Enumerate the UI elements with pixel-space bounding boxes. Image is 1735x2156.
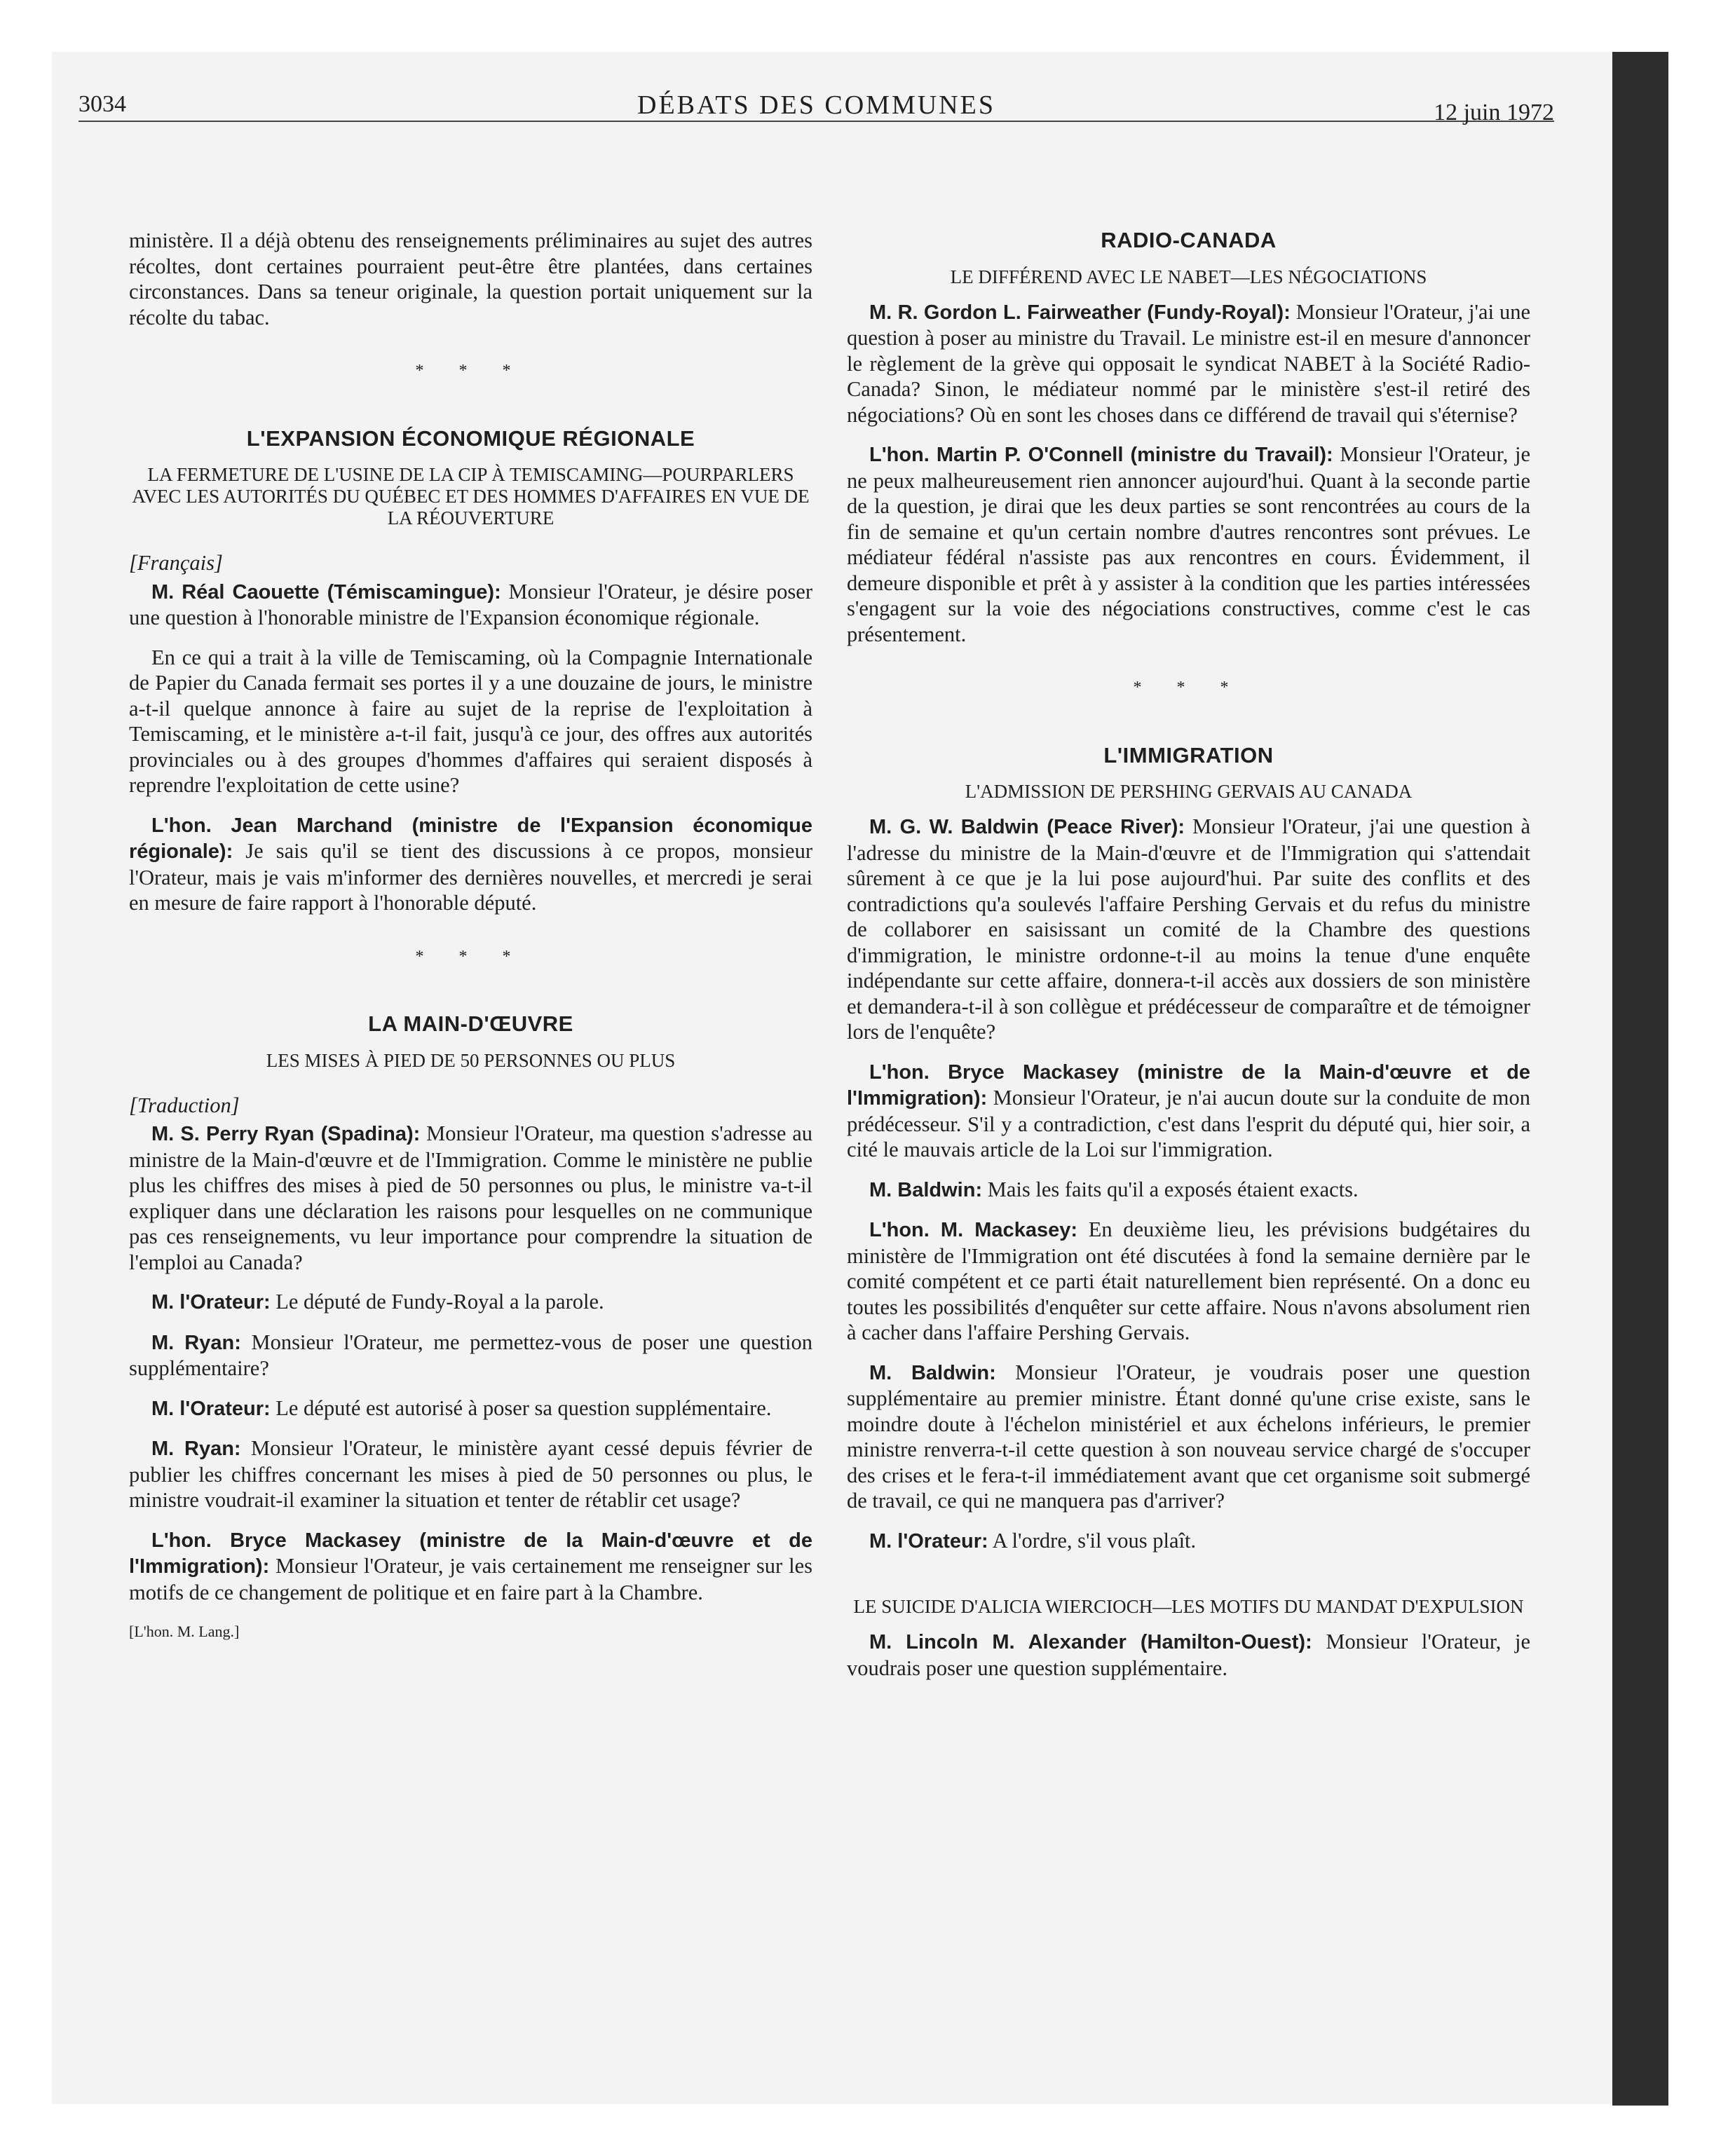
- paragraph: [129, 1435, 812, 1513]
- speech-text: Monsieur l'Orateur, j'ai une question à poser au ministre du Travail. Le ministre est-il en mesure d'annoncer le règlement de la grève qui opposait le syndicat NABET à la Société Radio-Canada? Sinon, le médiateur nommé par le ministère s'est-il retiré des négociations? Où en sont les choses dans ce différend de travail qui s'éternise?: [847, 299, 1531, 427]
- section-separator: * * *: [415, 362, 526, 380]
- speech-text: En deuxième lieu, les prévisions budgétaires du ministère de l'Immigration ont été discutées à fond la semaine dernière par le comité compétent et ce parti était naturellement bien représenté. On a donc eu toutes les possibilités d'enquêter sur cette affaire. Nous n'avons absolument rien à cacher dans l'affaire Pershing Gervais.: [847, 1217, 1530, 1344]
- paragraph: [847, 1360, 1530, 1514]
- section-subheading: L'ADMISSION DE PERSHING GERVAIS AU CANADA: [965, 781, 1413, 802]
- section-heading: RADIO-CANADA: [1101, 228, 1277, 252]
- paragraph: [847, 1177, 1530, 1203]
- speaker-name: L'hon. M. Mackasey:: [869, 1219, 1077, 1241]
- right-column: [847, 228, 1530, 1695]
- section-subheading: LES MISES À PIED DE 50 PERSONNES OU PLUS: [266, 1049, 676, 1071]
- speech-text: Monsieur l'Orateur, ma question s'adresse au ministre de la Main-d'œuvre et de l'Immigration. Comme le ministère ne publie plus les chiffres des mises à pied de 50 personnes ou plus, le ministre va-t-il expliquer dans une déclaration les raisons pour lesquelles on ne communique pas ces renseignements, vu leur importance pour comprendre la situation de l'emploi au Canada?: [129, 1121, 812, 1274]
- speaker-name: M. R. Gordon L. Fairweather (Fundy-Royal):: [869, 301, 1291, 324]
- speaker-name: M. l'Orateur:: [869, 1529, 988, 1553]
- speech-text: Monsieur l'Orateur, je désire poser une question à l'honorable ministre de l'Expansion économique régionale.: [129, 579, 812, 629]
- scan-edge: [1612, 52, 1668, 2106]
- speaker-name: M. Baldwin:: [869, 1178, 983, 1201]
- paragraph: [129, 1527, 812, 1606]
- section-subheading: LE SUICIDE D'ALICIA WIERCIOCH—LES MOTIFS DU MANDAT D'EXPULSION: [853, 1596, 1524, 1617]
- section-subheading: LE DIFFÉREND AVEC LE NABET—LES NÉGOCIATIONS: [950, 266, 1427, 287]
- speech-text: Monsieur l'Orateur, me permettez-vous de poser une question supplémentaire?: [129, 1330, 812, 1380]
- section-subheading: LA FERMETURE DE L'USINE DE LA CIP À TEMISCAMING—POURPARLERS AVEC LES AUTORITÉS DU QUÉBEC ET DES HOMMES D'AFFAIRES EN VUE DE LA RÉOUVERTURE: [132, 464, 810, 528]
- paragraph: [847, 299, 1530, 428]
- paragraph: [847, 1629, 1530, 1681]
- speaker-name: M. l'Orateur:: [151, 1291, 271, 1314]
- spacer: [847, 1568, 1530, 1596]
- speech-text: Monsieur l'Orateur, j'ai une question à l'adresse du ministre de la Main-d'œuvre et de l'Immigration qui s'attendait sûrement à ce que je la lui pose aujourd'hui. Par suite des conflits et des contradictions qu'a soulevés l'affaire Pershing Gervais et du refus du ministre de collaborer en saisissant un comité de la Chambre des questions d'immigration, le ministre ordonne-t-il au moins la tenue d'une enquête indépendante sur cette affaire, donnera-t-il accès aux dossiers de son ministère et demandera-t-il à son collègue et prédécesseur de comparaître et de témoigner lors de l'enquête?: [847, 814, 1530, 1044]
- paragraph: [847, 442, 1530, 647]
- running-header: [79, 84, 1554, 125]
- speech-text: A l'ordre, s'il vous plaît.: [988, 1528, 1197, 1553]
- speech-text: Monsieur l'Orateur, je n'ai aucun doute sur la conduite de mon prédécesseur. S'il y a contradiction, c'est dans l'esprit du député qui, hier soir, a cité le mauvais article de la Loi sur l'immigration.: [847, 1086, 1530, 1161]
- speaker-name: M. Lincoln M. Alexander (Hamilton-Ouest):: [869, 1631, 1312, 1653]
- left-column: [129, 228, 812, 1645]
- language-marker: [Traduction]: [129, 1093, 240, 1117]
- paragraph: [129, 812, 812, 916]
- speech-text: Le député est autorisé à poser sa question supplémentaire.: [270, 1396, 772, 1420]
- speaker-name: M. Baldwin:: [869, 1361, 996, 1384]
- page-number: 3034: [79, 91, 126, 117]
- section-heading: L'IMMIGRATION: [1103, 742, 1274, 767]
- paragraph: En ce qui a trait à la ville de Temiscaming, où la Compagnie Internationale de Papier du Canada fermait ses portes il y a une douzaine de jours, le ministre a-t-il quelque annonce à faire au sujet de la reprise de l'exploitation à Temiscaming, et le ministère a-t-il fait, jusqu'à ce jour, des offres aux autorités provinciales ou à des groupes d'hommes d'affaires qui seraient disposés à reprendre l'exploitation de cette usine?: [129, 645, 812, 797]
- publication-title: DÉBATS DES COMMUNES: [637, 90, 995, 120]
- speech-text: Je sais qu'il se tient des discussions à ce propos, monsieur l'Orateur, mais je vais m'informer des dernières nouvelles, et mercredi je serai en mesure de faire rapport à l'honorable député.: [129, 839, 812, 915]
- speech-text: Le député de Fundy-Royal a la parole.: [270, 1290, 604, 1314]
- speaker-name: M. Ryan:: [151, 1331, 241, 1354]
- section-heading: LA MAIN-D'ŒUVRE: [368, 1011, 573, 1036]
- section-separator: * * *: [1133, 678, 1244, 697]
- paragraph: [129, 1289, 812, 1316]
- paragraph: [847, 1059, 1530, 1163]
- speech-text: Monsieur l'Orateur, je voudrais poser une question supplémentaire au premier ministre. Étant donné qu'une crise existe, sans le moindre doute à l'échelon ministériel et aux échelons inférieurs, le premier ministre renverra-t-il cette question à son nouveau service chargé de s'occuper des crises et le fera-t-il immédiatement avant que cet organisme soit submergé de travail, ce qui ne manquera pas d'arriver?: [847, 1360, 1531, 1513]
- speaker-name: M. Réal Caouette (Témiscamingue):: [151, 580, 501, 603]
- paragraph: [129, 1396, 812, 1422]
- speech-text: Monsieur l'Orateur, je vais certainement me renseigner sur les motifs de ce changement de politique et en faire part à la Chambre.: [129, 1554, 812, 1604]
- speaker-name: M. Ryan:: [151, 1438, 241, 1460]
- speaker-name: M. G. W. Baldwin (Peace River):: [869, 816, 1185, 838]
- speech-text: Monsieur l'Orateur, le ministère ayant cessé depuis février de publier les chiffres concernant les mises à pied de 50 personnes ou plus, le ministre voudrait-il examiner la situation et tenter de rétablir cet usage?: [129, 1436, 813, 1512]
- paragraph: [129, 1121, 812, 1275]
- speaker-name: M. l'Orateur:: [151, 1397, 271, 1420]
- speech-text: Mais les faits qu'il a exposés étaient exacts.: [982, 1177, 1359, 1201]
- speaker-name: L'hon. Martin P. O'Connell (ministre du Travail):: [869, 444, 1333, 466]
- language-marker: [Français]: [129, 551, 223, 575]
- speaker-name: L'hon. Bryce Mackasey (ministre de la Main-d'œuvre et de l'Immigration):: [129, 1529, 812, 1578]
- section-heading: L'EXPANSION ÉCONOMIQUE RÉGIONALE: [246, 425, 695, 451]
- paragraph: [847, 1528, 1530, 1555]
- footnote: [L'hon. M. Lang.]: [129, 1623, 240, 1640]
- paragraph: [129, 1330, 812, 1381]
- paragraph: [129, 579, 812, 631]
- paragraph: [847, 1217, 1530, 1346]
- speech-text: Monsieur l'Orateur, je ne peux malheureusement rien annoncer aujourd'hui. Quant à la seconde partie de la question, je dirai que les deux parties se sont rencontrées au cours de la fin de semaine et qu'un certain nombre d'autres rencontres sont prévues. Le médiateur fédéral n'assiste pas aux rencontres en cours. Évidemment, il demeure disponible et prêt à y assister à la condition que les parties intéressées s'engagent sur la voie des négociations constructives, comme c'est le cas présentement.: [847, 442, 1530, 646]
- header-date: 12 juin 1972: [1434, 100, 1554, 125]
- section-separator: * * *: [415, 947, 526, 966]
- speech-text: Monsieur l'Orateur, je voudrais poser une question supplémentaire.: [847, 1630, 1530, 1680]
- paragraph: [847, 814, 1530, 1045]
- speaker-name: M. S. Perry Ryan (Spadina):: [151, 1123, 421, 1145]
- paragraph: ministère. Il a déjà obtenu des renseignements préliminaires au sujet des autres récoltes, dont certaines pourraient peut-être être plantées, dans certaines circonstances. Dans sa teneur originale, la question portait uniquement sur la récolte du tabac.: [129, 228, 812, 329]
- speaker-name: L'hon. Bryce Mackasey (ministre de la Main-d'œuvre et de l'Immigration):: [847, 1060, 1530, 1110]
- speaker-name: L'hon. Jean Marchand (ministre de l'Expansion économique régionale):: [129, 814, 812, 863]
